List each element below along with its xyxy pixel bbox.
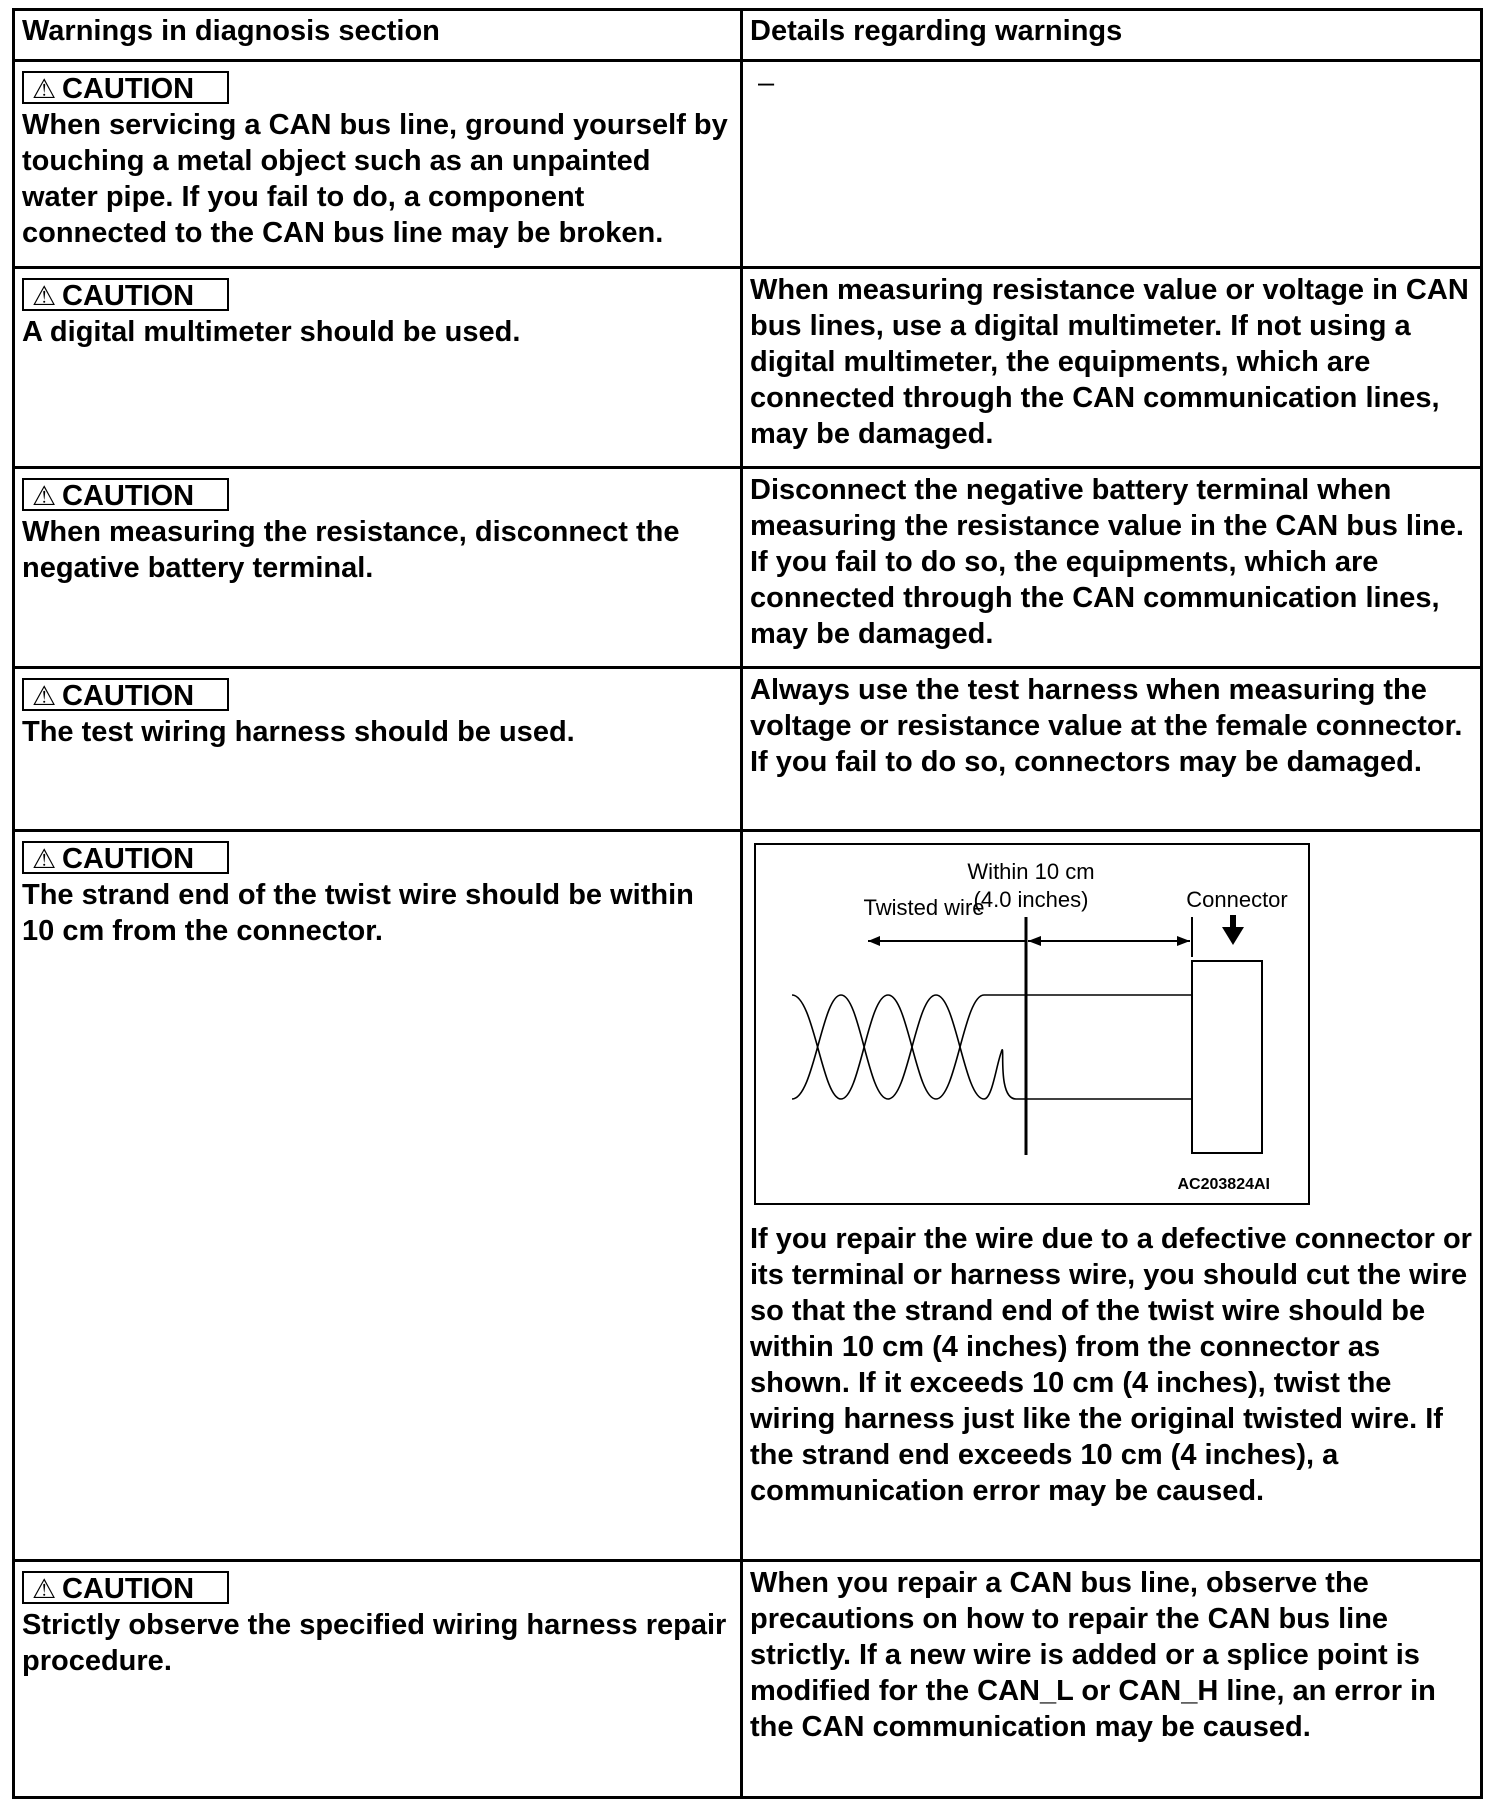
- twisted-wire-diagram: [754, 843, 1310, 1205]
- details-cell: [742, 61, 1482, 268]
- straight-wire: [1001, 1050, 1192, 1099]
- table-row: [14, 61, 1482, 268]
- warning-text: When measuring the resistance, disconnect the negative battery terminal.: [22, 516, 680, 584]
- warning-triangle-icon: ⚠: [32, 74, 57, 104]
- details-cell: [742, 668, 1482, 831]
- caution-badge: [22, 478, 229, 511]
- details-text: If you repair the wire due to a defective connector or its terminal or harness wire, you should cut the wire so that the strand end of the twist wire should be within 10 cm (4 inches) from the connector as shown. If it exceeds 10 cm (4 inches), twist the wiring harness just like the original twisted wire. If the strand end exceeds 10 cm (4 inches), a communication error may be caused.: [750, 1223, 1472, 1507]
- caution-badge: [22, 841, 229, 874]
- details-text: When measuring resistance value or voltage in CAN bus lines, use a digital multimeter. If not using a digital multimeter, the equipments, which are connected through the CAN communication lines, may be damaged.: [750, 274, 1469, 450]
- caution-label: CAUTION: [62, 280, 195, 312]
- header-warnings: Warnings in diagnosis section: [14, 10, 742, 61]
- warning-cell: [14, 831, 742, 1561]
- caution-label: CAUTION: [62, 480, 195, 512]
- details-text: –: [758, 67, 775, 99]
- details-text: When you repair a CAN bus line, observe the precautions on how to repair the CAN bus line strictly. If a new wire is added or a splice point is modified for the CAN_L or CAN_H line, an error in the CAN communication may be caused.: [750, 1567, 1436, 1743]
- header-details: Details regarding warnings: [742, 10, 1482, 61]
- warning-text: When servicing a CAN bus line, ground yourself by touching a metal object such as an unpainted water pipe. If you fail to do, a component connected to the CAN bus line may be broken.: [22, 109, 728, 249]
- warning-triangle-icon: ⚠: [32, 681, 57, 711]
- figure-code: AC203824AI: [1177, 1176, 1270, 1193]
- warning-text: The strand end of the twist wire should be within 10 cm from the connector.: [22, 879, 694, 947]
- warning-text: A digital multimeter should be used.: [22, 316, 521, 348]
- table-row: [14, 468, 1482, 668]
- warning-triangle-icon: ⚠: [32, 481, 57, 511]
- warning-cell: [14, 668, 742, 831]
- caution-label: CAUTION: [62, 843, 195, 875]
- connector-box: [1192, 961, 1262, 1153]
- label-inches: (4.0 inches): [973, 887, 1089, 912]
- caution-label: CAUTION: [62, 680, 195, 712]
- warning-triangle-icon: ⚠: [32, 844, 57, 874]
- warning-text: Strictly observe the specified wiring harness repair procedure.: [22, 1609, 727, 1677]
- label-twisted-wire: Twisted wire: [863, 895, 985, 920]
- twisted-wire-b: [792, 995, 1192, 1099]
- details-cell: [742, 268, 1482, 468]
- caution-badge: [22, 71, 229, 104]
- warning-cell: [14, 268, 742, 468]
- warning-cell: [14, 1561, 742, 1798]
- warnings-table: [12, 8, 1483, 1799]
- warning-text: The test wiring harness should be used.: [22, 716, 575, 748]
- label-within: Within 10 cm: [967, 859, 1095, 884]
- twisted-wire-a: [792, 995, 1001, 1099]
- caution-badge: [22, 278, 229, 311]
- connector-arrow-head: [1222, 927, 1244, 945]
- details-cell: [742, 831, 1482, 1561]
- dimension-arrow-left: [1028, 936, 1041, 946]
- caution-badge: [22, 1571, 229, 1604]
- warning-cell: [14, 468, 742, 668]
- caution-badge: [22, 678, 229, 711]
- warning-triangle-icon: ⚠: [32, 281, 57, 311]
- table-row: [14, 268, 1482, 468]
- caution-label: CAUTION: [62, 73, 195, 105]
- twisted-arrow-head: [868, 936, 880, 946]
- caution-label: CAUTION: [62, 1573, 195, 1605]
- table-row: [14, 1561, 1482, 1798]
- label-connector: Connector: [1186, 887, 1288, 912]
- details-text: Always use the test harness when measuring the voltage or resistance value at the female connector. If you fail to do so, connectors may be damaged.: [750, 674, 1463, 778]
- warning-triangle-icon: ⚠: [32, 1574, 57, 1604]
- dimension-arrow-right: [1177, 936, 1190, 946]
- details-text: Disconnect the negative battery terminal when measuring the resistance value in the CAN bus line. If you fail to do so, the equipments, which are connected through the CAN communication lines, may be damaged.: [750, 474, 1464, 650]
- warning-cell: [14, 61, 742, 268]
- details-cell: [742, 1561, 1482, 1798]
- details-cell: [742, 468, 1482, 668]
- table-row: [14, 668, 1482, 831]
- table-row: [14, 831, 1482, 1561]
